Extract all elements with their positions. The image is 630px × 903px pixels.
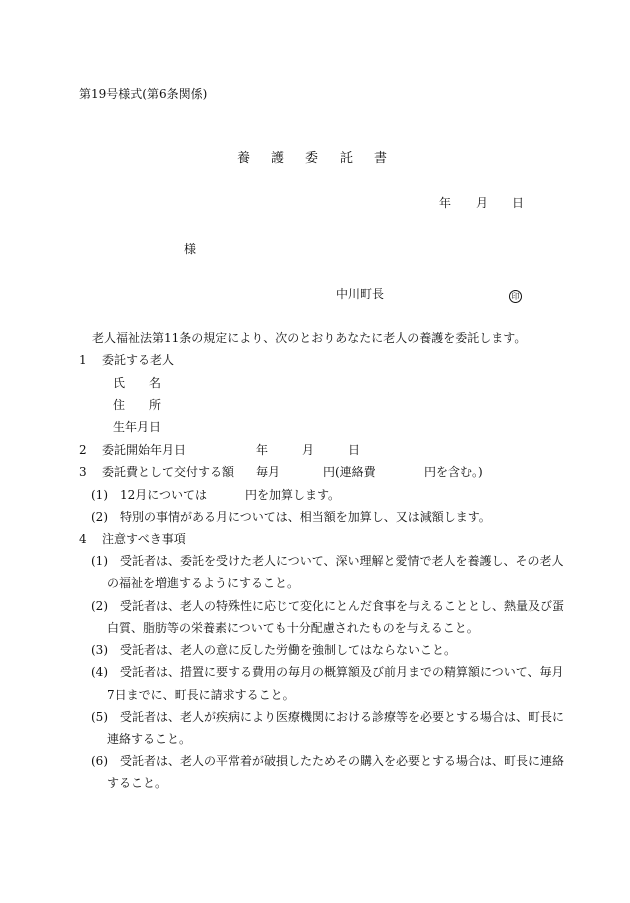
item-label: 委託費として交付する額 <box>102 465 235 479</box>
note-text: 受託者は、老人の意に反した労働を強制してはならないこと。 <box>120 643 457 657</box>
note-number: (6) <box>91 754 108 768</box>
title-char: 護 <box>271 151 285 166</box>
field-addr-a: 住 <box>113 398 126 412</box>
sub-number: (2) <box>91 510 108 524</box>
sub1-text-a: 12月については <box>120 488 208 502</box>
start-month: 月 <box>302 443 315 457</box>
date-month: 月 <box>476 196 489 210</box>
note-text: 受託者は、委託を受けた老人について、深い理解と愛情で老人を養護し、その老人 <box>120 554 564 568</box>
issuer: 中川町長 <box>336 287 385 301</box>
seal-mark <box>509 287 522 303</box>
start-day: 日 <box>348 443 361 457</box>
item-label: 委託する老人 <box>102 353 175 367</box>
item-number: 4 <box>79 532 87 546</box>
item-number: 1 <box>79 353 87 367</box>
including-label: 円を含む。) <box>424 465 483 479</box>
intro-text: 老人福祉法第11条の規定により、次のとおりあなたに老人の養護を委託します。 <box>92 331 527 345</box>
item-label: 注意すべき事項 <box>102 532 186 546</box>
note-number: (1) <box>91 554 108 568</box>
sub2-text: 特別の事情がある月については、相当額を加算し、又は減額します。 <box>120 510 491 524</box>
date-year: 年 <box>439 196 452 210</box>
item-number: 3 <box>79 465 87 479</box>
form-label: 第19号様式(第6条関係) <box>79 87 208 101</box>
field-birth: 生年月日 <box>113 420 162 434</box>
note-text: 白質、脂肪等の栄養素についても十分配慮されたものを与えること。 <box>107 621 479 635</box>
note-number: (5) <box>91 710 108 724</box>
monthly-label: 毎月 <box>256 465 281 479</box>
sub1-text-b: 円を加算します。 <box>245 488 341 502</box>
liaison-label: (連絡費 <box>335 465 376 479</box>
field-name-b: 名 <box>149 376 162 390</box>
note-text: 連絡すること。 <box>107 732 192 746</box>
yen-unit: 円 <box>323 465 336 479</box>
title-char: 養 <box>237 151 251 166</box>
note-number: (4) <box>91 665 108 679</box>
note-text: 受託者は、老人が疾病により医療機関における診療等を必要とする場合は、町長に <box>120 710 565 724</box>
date-day: 日 <box>512 196 525 210</box>
note-text: 受託者は、老人の平常着が破損したためその購入を必要とする場合は、町長に連絡 <box>120 754 565 768</box>
note-text: 受託者は、老人の特殊性に応じて変化にとんだ食事を与えることとし、熱量及び蛋 <box>120 599 565 613</box>
note-text: すること。 <box>107 776 168 790</box>
note-text: 7日までに、町長に請求すること。 <box>107 688 295 702</box>
title-char: 委 <box>305 151 319 166</box>
note-number: (2) <box>91 599 108 613</box>
title-char: 書 <box>374 151 388 166</box>
note-text: の福祉を増進するようにすること。 <box>107 576 300 590</box>
start-year: 年 <box>256 443 269 457</box>
note-number: (3) <box>91 643 108 657</box>
field-name-a: 氏 <box>113 376 126 390</box>
sub-number: (1) <box>91 488 108 502</box>
title-char: 託 <box>340 151 354 166</box>
addressee-suffix: 様 <box>184 242 197 256</box>
seal-icon: 印 <box>509 290 522 303</box>
item-number: 2 <box>79 443 87 457</box>
field-addr-b: 所 <box>149 398 162 412</box>
note-text: 受託者は、措置に要する費用の毎月の概算額及び前月までの精算額について、毎月 <box>120 665 564 679</box>
item-label: 委託開始年月日 <box>102 443 187 457</box>
